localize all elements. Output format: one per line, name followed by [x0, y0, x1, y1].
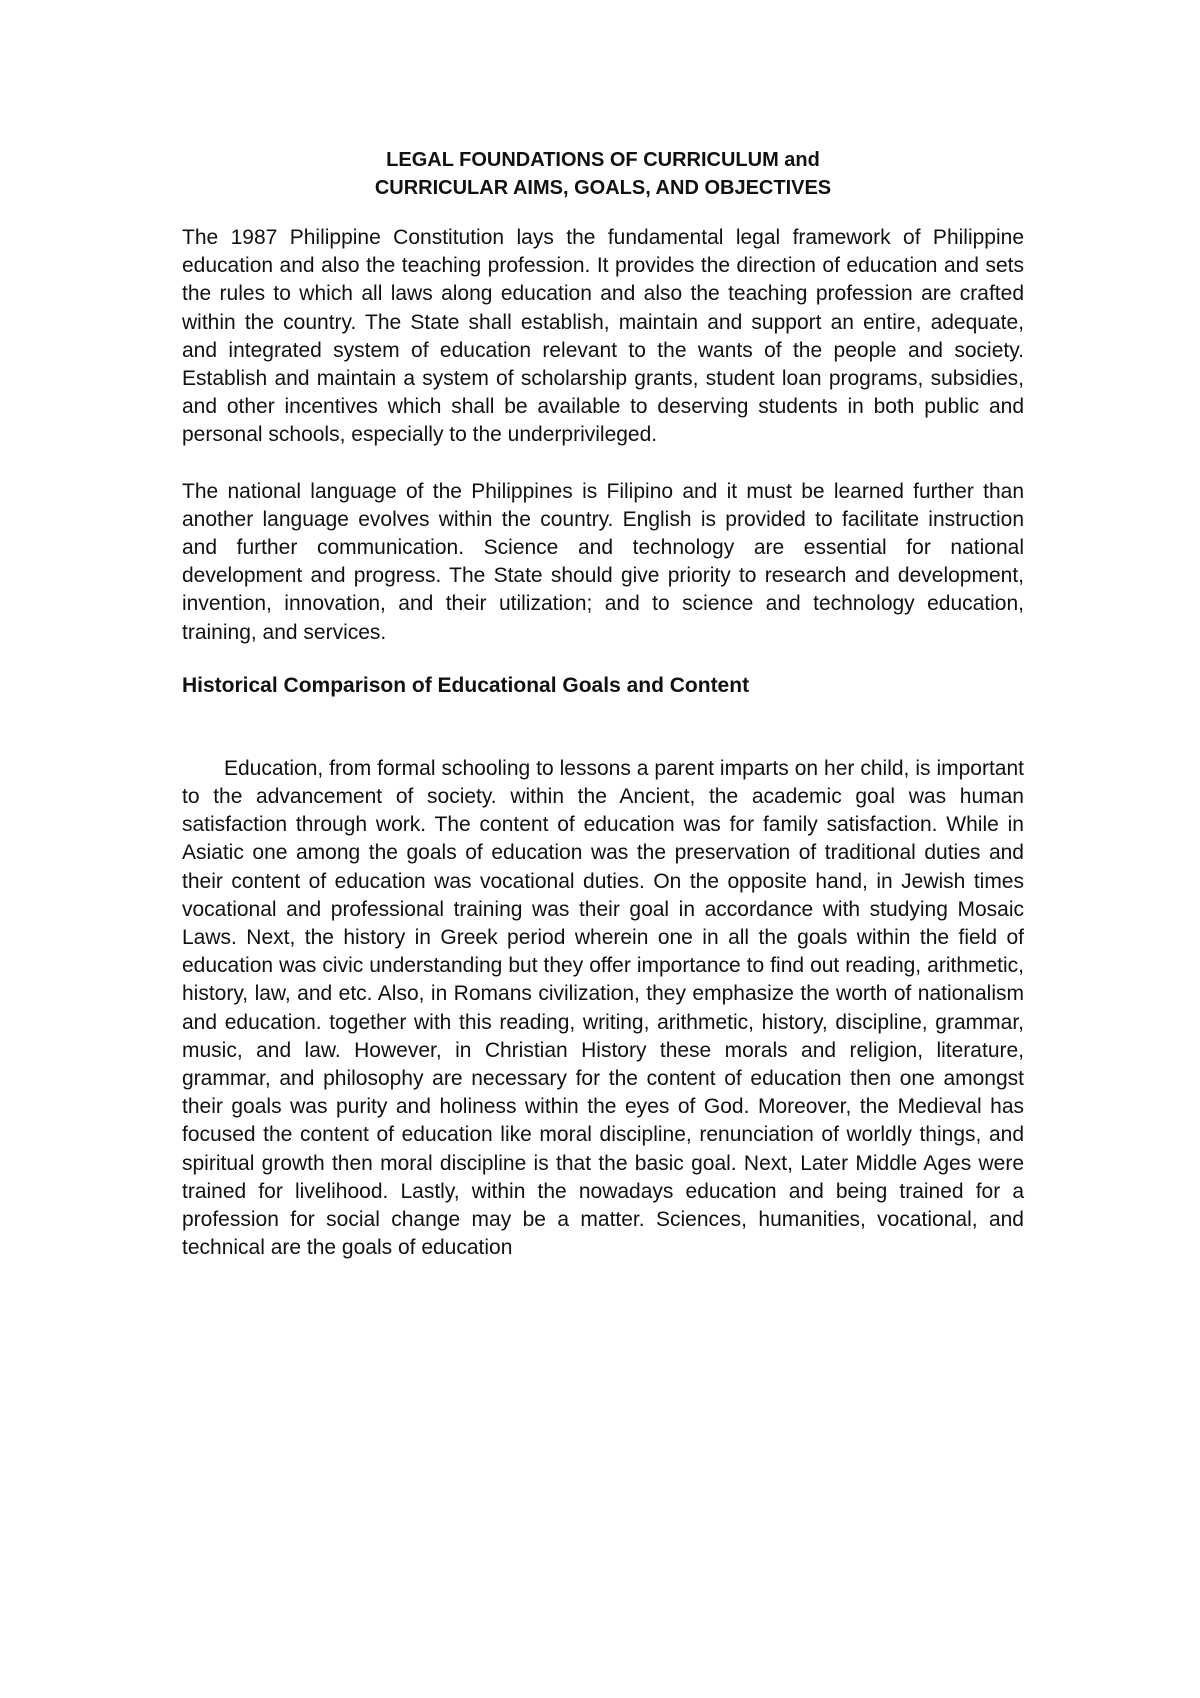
section-heading: Historical Comparison of Educational Goals and Content	[182, 673, 750, 697]
document-title	[182, 146, 1024, 202]
paragraph-national-language: The national language of the Philippines is Filipino and it must be learned further than another language evolves within the country. English is provided to facilitate instruction and further communication. Science and technology are essential for national development and progress. The State should give priority to research and development, invention, innovation, and their utilization; and to science and technology education, training, and services.	[182, 479, 1024, 644]
title-line-1: LEGAL FOUNDATIONS OF CURRICULUM and	[386, 149, 820, 171]
title-line-2: CURRICULAR AIMS, GOALS, AND OBJECTIVES	[374, 177, 832, 199]
paragraph-constitution: The 1987 Philippine Constitution lays the fundamental legal framework of Philippine education and also the teaching profession. It provides the direction of education and sets the rules to which all laws along education and also the teaching profession are crafted within the country. The State shall establish, maintain and support an entire, adequate, and integrated system of education relevant to the wants of the people and society. Establish and maintain a system of scholarship grants, student loan programs, subsidies, and other incentives which shall be available to deserving students in both public and personal schools, especially to the underprivileged.	[182, 226, 1024, 447]
paragraph-historical-comparison: Education, from formal schooling to lessons a parent imparts on her child, is important to the advancement of society. within the Ancient, the academic goal was human satisfaction through work. The content of education was for family satisfaction. While in Asiatic one among the goals of education was the preservation of traditional duties and their content of education was vocational duties. On the opposite hand, in Jewish times vocational and professional training was their goal in accordance with studying Mosaic Laws. Next, the history in Greek period wherein one in all the goals within the field of education was civic understanding but they offer importance to find out reading, arithmetic, history, law, and etc. Also, in Romans civilization, they emphasize the worth of nationalism and education. together with this reading, writing, arithmetic, history, discipline, grammar, music, and law. However, in Christian History these morals and religion, literature, grammar, and philosophy are necessary for the content of education then one amongst their goals was purity and holiness within the eyes of God. Moreover, the Medieval has focused the content of education like moral discipline, renunciation of worldly things, and spiritual growth then moral discipline is that the basic goal. Next, Later Middle Ages were trained for livelihood. Lastly, within the nowadays education and being trained for a profession for social change may be a matter. Sciences, humanities, vocational, and technical are the goals of education	[182, 756, 1024, 1260]
document-body	[182, 146, 1024, 1263]
